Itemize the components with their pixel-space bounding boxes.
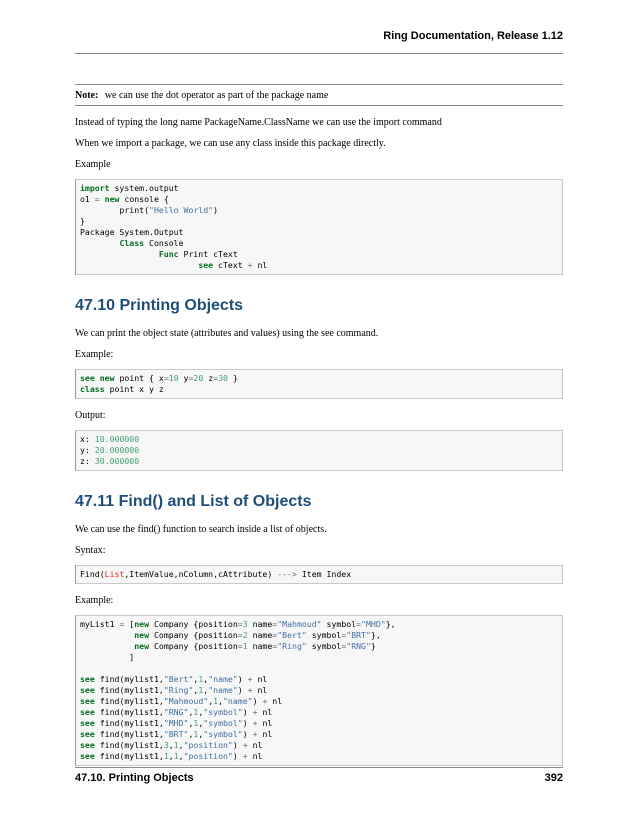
code-block-import: import system.output o1 = new console { print("Hello World") } Package System.Output Class Console Func Print cText see cText + nl xyxy=(75,179,563,275)
section-heading-find: 47.11 Find() and List of Objects xyxy=(75,493,312,510)
section2-paragraph: We can use the find() function to search inside a list of objects. xyxy=(75,524,327,535)
code-block-find-example: myList1 = [new Company {position=3 name="Mahmoud" symbol="MHD"}, new Company {position=2 name="Bert" symbol="BRT"}, new Company {position=1 name="Ring" symbol="RNG"} ] see find(mylist1,"Bert",1,"name") + nl see find(mylist1,"Ring",1,"name") + nl see find(mylist1,"Mahmoud",1,"name") + nl see find(mylist1,"RNG",1,"symbol") + nl see find(mylist1,"MHD",1,"symbol") + nl see find(mylist1,"BRT",1,"symbol") + nl see find(mylist1,3,1,"position") + nl see find(mylist1,1,1,"position") + nl xyxy=(75,615,563,766)
page-header xyxy=(75,30,563,52)
page-footer xyxy=(75,772,563,784)
page-number: 392 xyxy=(544,772,563,784)
footer-divider xyxy=(75,767,563,768)
note-label: Note: xyxy=(75,90,99,101)
section1-paragraph: We can print the object state (attributes and values) using the see command. xyxy=(75,328,379,339)
page-content xyxy=(75,84,563,776)
header-divider xyxy=(75,53,563,54)
section-heading-printing-objects: 47.10 Printing Objects xyxy=(75,297,244,314)
section1-example-label: Example: xyxy=(75,349,114,360)
note-box xyxy=(75,84,563,106)
section2-example-label: Example: xyxy=(75,595,114,606)
header-title: Ring Documentation, Release 1.12 xyxy=(383,30,563,42)
section2-syntax-label: Syntax: xyxy=(75,545,106,556)
code-block-output: x: 10.000000 y: 20.000000 z: 30.000000 xyxy=(75,430,563,471)
intro-paragraph-1: Instead of typing the long name PackageName.ClassName we can use the import command xyxy=(75,117,442,128)
intro-paragraph-2: When we import a package, we can use any class inside this package directly. xyxy=(75,138,386,149)
note-text: we can use the dot operator as part of the package name xyxy=(104,90,329,101)
code-block-see-point: see new point { x=10 y=20 z=30 } class point x y z xyxy=(75,369,563,399)
code-block-syntax: Find(List,ItemValue,nColumn,cAttribute) ---> Item Index xyxy=(75,565,563,584)
example-label: Example xyxy=(75,159,111,170)
footer-section-title: 47.10. Printing Objects xyxy=(75,772,194,784)
section1-output-label: Output: xyxy=(75,410,106,421)
